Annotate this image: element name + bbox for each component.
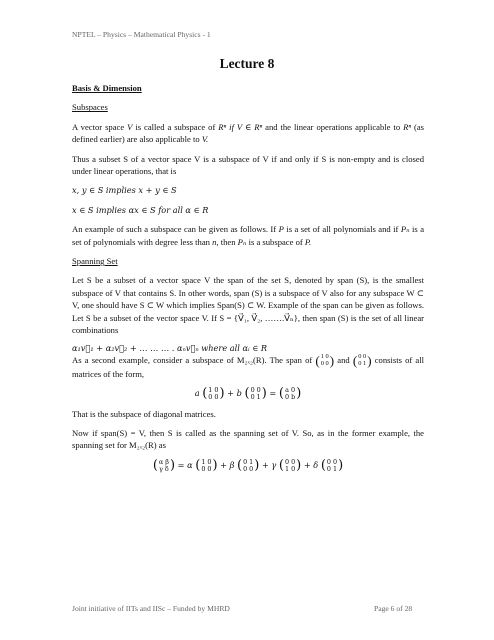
matrix-e22 <box>251 387 261 400</box>
left-paren: ( <box>244 385 250 401</box>
paragraph-matrix-span-example <box>72 354 424 380</box>
matrix-row: 0 1 <box>250 392 261 401</box>
text-run: Pₙ <box>400 224 410 235</box>
paragraph-spanning-set: Now if span(S) = V, then S is called as the spanning set of V. So, as in the former example, the spanning set for M₂ₓ₂(R) as <box>72 427 424 451</box>
right-paren: ) <box>261 385 267 401</box>
left-paren: ( <box>320 457 326 473</box>
text-run: and <box>337 354 350 365</box>
subspaces-heading: Subspaces <box>72 102 108 113</box>
text-run: = α <box>177 459 193 470</box>
matrix-general <box>159 459 169 472</box>
text-run: Span(S) ⊂ W. Example of the span can be given as follows. Let S be a subset of the vector space V. If S = {V⃗₁, V⃗₂, …….V⃗ₙ}, then span (S) is the set of all linear combinations <box>72 300 425 336</box>
equation-diagonal-matrix <box>72 387 424 401</box>
matrix-row: 1 0 <box>320 353 329 361</box>
lecture-title: Lecture 8 <box>219 56 275 71</box>
right-paren: ) <box>329 352 335 368</box>
left-paren: ( <box>202 385 208 401</box>
paragraph-diagonal-note: That is the subspace of diagonal matrices. <box>72 408 216 419</box>
text-run: and the linear operations applicable to <box>265 121 401 132</box>
right-paren: ) <box>338 457 344 473</box>
page-header: NPTEL – Physics – Mathematical Physics - 1 <box>72 30 211 39</box>
matrix-row: 0 0 <box>250 386 261 395</box>
text-run: Rⁿ if <box>218 121 234 132</box>
right-paren: ) <box>169 457 176 473</box>
matrix-e11 <box>201 459 211 472</box>
text-run: = <box>269 387 277 398</box>
equation-basis-expansion <box>72 459 424 473</box>
matrix-row: a 0 <box>285 386 296 395</box>
matrix-row: 0 0 <box>320 359 329 367</box>
text-run: is a set of polynomials with degree less than <box>72 224 425 247</box>
left-paren: ( <box>315 352 320 368</box>
matrix-row: 0 0 <box>284 458 296 467</box>
text-run: + β <box>220 459 235 470</box>
matrix-row: 0 0 <box>243 464 254 473</box>
matrix-e22 <box>358 354 366 367</box>
equation-closure-scalar: x ∈ S implies αx ∈ S for all α ∈ R <box>72 204 209 215</box>
right-paren: ) <box>219 385 225 401</box>
text-run: then <box>220 236 236 247</box>
paragraph-span-definition <box>72 274 424 336</box>
matrix-e21 <box>285 459 295 472</box>
text-run: (as defined earlier) are also applicable to <box>72 121 425 145</box>
matrix-row: α β <box>158 458 169 467</box>
text-run: V <box>127 121 133 132</box>
matrix-row: 0 0 <box>201 464 212 473</box>
matrix-row: 0 1 <box>358 359 367 367</box>
matrix-e22 <box>327 459 337 472</box>
text-run: A vector space <box>72 121 125 132</box>
right-paren: ) <box>296 385 302 401</box>
paragraph-subset-closure: Thus a subset S of a vector space V is a subspace of V if and only if S is non-empty and is closed under linear operations, that is <box>72 153 424 177</box>
left-paren: ( <box>152 457 158 473</box>
right-paren: ) <box>254 457 260 473</box>
text-run: V ∈ Rⁿ <box>236 121 263 132</box>
left-paren: ( <box>352 352 358 368</box>
text-run: is called a subspace of <box>135 121 216 132</box>
text-run: P <box>278 224 284 235</box>
right-paren: ) <box>212 457 218 473</box>
matrix-row: 0 0 <box>208 392 219 401</box>
page-body <box>72 82 424 479</box>
left-paren: ( <box>278 385 284 401</box>
text-run: + δ <box>303 459 319 470</box>
left-paren: ( <box>236 457 243 473</box>
matrix-e11 <box>321 354 329 367</box>
text-run: An example of such a subspace can be given as follows. If <box>72 224 277 235</box>
right-paren: ) <box>367 352 372 368</box>
matrix-row: 1 0 <box>208 386 219 395</box>
page-footer-credit: Joint initiative of IITs and IISc – Funded by MHRD <box>72 604 230 613</box>
paragraph-subspace-definition <box>72 121 424 146</box>
spanning-set-heading: Spanning Set <box>72 256 118 267</box>
text-run: n, <box>212 236 219 247</box>
matrix-row: 0 b <box>284 392 296 401</box>
text-run: + b <box>227 387 242 398</box>
matrix-row: 0 0 <box>326 458 338 467</box>
text-run: Pₙ <box>237 236 247 247</box>
equation-closure-addition: x, y ∈ S implies x + y ∈ S <box>72 185 177 196</box>
left-paren: ( <box>278 457 284 473</box>
paragraph-polynomial-example <box>72 223 424 248</box>
section-heading: Basis & Dimension <box>72 83 142 93</box>
matrix-row: 1 0 <box>284 464 296 473</box>
text-run: + γ <box>261 459 277 470</box>
matrix-row: 0 1 <box>243 458 254 467</box>
matrix-row: 0 0 <box>358 353 367 361</box>
text-run: a <box>194 387 200 398</box>
equation-linear-combination: α₁v⃗₁ + α₂v⃗₂ + … … … . αₙv⃗ₙ where all αᵢ ∈ R <box>72 342 268 353</box>
text-run: consists of all matrices of the form, <box>72 354 425 379</box>
text-run: is a set of all polynomials and if <box>286 224 399 235</box>
text-run: Let S be a subset of a vector space V the span of the set S, denoted by span (S), is the smallest subspace of V that contains S. In other words, span (S) is a subspace of V also for any subspace W ⊂ V, one should have S ⊂ W which implies <box>72 275 424 311</box>
right-paren: ) <box>296 457 302 473</box>
left-paren: ( <box>195 457 201 473</box>
matrix-diagonal <box>285 387 295 400</box>
text-run: As a second example, consider a subspace of M₂ₓ₂(R). The span of <box>72 354 313 365</box>
text-run: V. <box>201 134 209 145</box>
matrix-row: 1 0 <box>201 458 212 467</box>
text-run: P. <box>304 236 312 247</box>
page-number: Page 6 of 28 <box>374 604 413 613</box>
matrix-e11 <box>208 387 218 400</box>
text-run: Rⁿ <box>403 121 412 132</box>
matrix-row: γ δ <box>159 464 169 473</box>
text-run: is a subspace of <box>248 236 303 247</box>
matrix-row: 0 1 <box>326 464 338 473</box>
matrix-e12 <box>243 459 253 472</box>
